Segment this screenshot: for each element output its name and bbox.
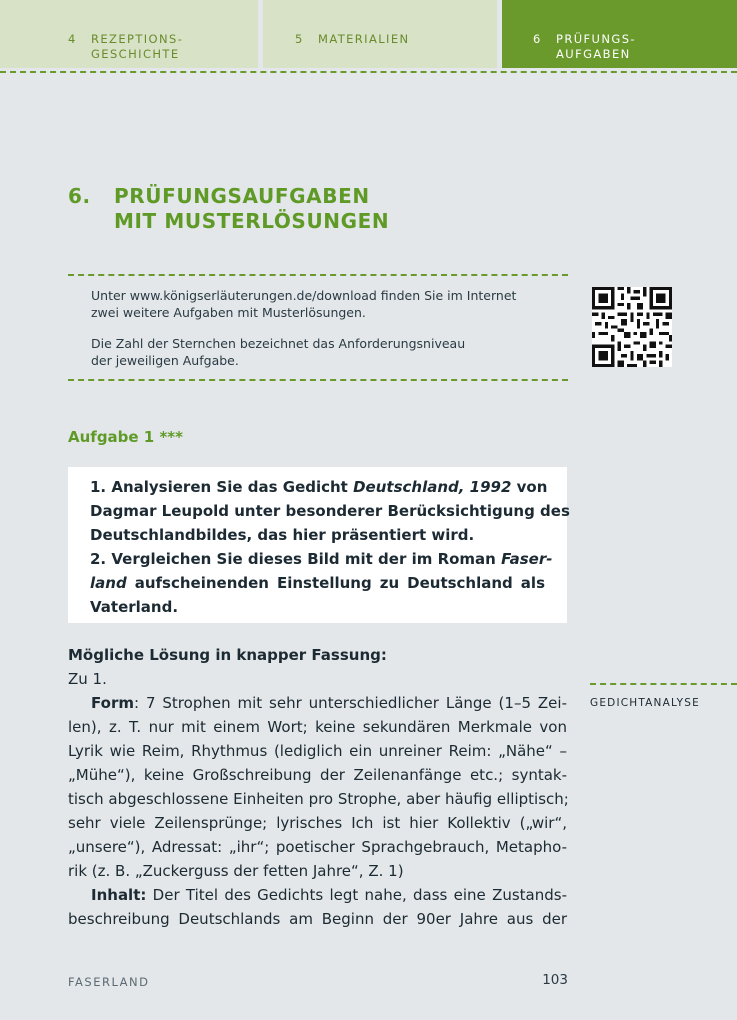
task-title: Aufgabe 1 *** <box>68 428 183 446</box>
solution-line: „Mühe“), keine Großschreibung der Zeilenanfänge etc.; syntak- <box>68 766 567 784</box>
solution-body <box>68 643 567 931</box>
chapter-number: 6. <box>68 184 91 208</box>
tab-number: 5 <box>295 32 304 46</box>
tab-number: 4 <box>68 32 77 46</box>
task-line: 2. Vergleichen Sie dieses Bild mit der im Roman Faser- <box>90 550 553 568</box>
solution-line: Lyrik wie Reim, Rhythmus (lediglich ein unreiner Reim: „Nähe“ – <box>68 742 567 760</box>
tab-materialien[interactable] <box>263 0 497 68</box>
tab-number: 6 <box>533 32 542 46</box>
solution-line: rik (z. B. „Zuckerguss der fetten Jahre“, Z. 1) <box>68 862 404 880</box>
solution-line: Inhalt: Der Titel des Gedichts legt nahe, dass eine Zustands- <box>91 886 567 904</box>
qr-code[interactable] <box>592 287 672 367</box>
solution-line: tisch abgeschlossene Einheiten pro Strophe, aber häufig elliptisch; <box>68 790 569 808</box>
chapter-title-line2: MIT MUSTERLÖSUNGEN <box>114 209 390 233</box>
info-divider-top <box>68 274 568 276</box>
solution-line: beschreibung Deutschlands am Beginn der 90er Jahre aus der <box>68 910 567 928</box>
solution-heading: Mögliche Lösung in knapper Fassung: <box>68 646 387 664</box>
solution-line: len), z. T. nur mit einem Wort; keine sekundären Merkmale von <box>68 718 567 736</box>
sidebar-label: GEDICHTANALYSE <box>590 697 700 709</box>
info-paragraph-download: Unter www.königserläuterungen.de/download finden Sie im Internet zwei weitere Aufgaben mit Musterlösungen. <box>91 288 517 320</box>
solution-line: „unsere“), Adressat: „ihr“; poetischer Sprachgebrauch, Metapho- <box>68 838 567 856</box>
chapter-title-line1: PRÜFUNGSAUFGABEN <box>114 184 370 208</box>
tab-label: MATERIALIEN <box>318 32 410 46</box>
task-line: Deutschlandbildes, das hier präsentiert wird. <box>90 526 475 544</box>
task-line: Vaterland. <box>90 598 179 616</box>
sidebar-divider <box>590 683 737 685</box>
tab-label: REZEPTIONS- GESCHICHTE <box>91 32 184 61</box>
tab-rezeptionsgeschichte[interactable] <box>0 0 258 68</box>
solution-line: Form: 7 Strophen mit sehr unterschiedlicher Länge (1–5 Zei- <box>91 694 567 712</box>
tab-pruefungsaufgaben[interactable] <box>502 0 737 68</box>
task-line: Dagmar Leupold unter besonderer Berücksichtigung des <box>90 502 570 520</box>
task-line: 1. Analysieren Sie das Gedicht Deutschland, 1992 von <box>90 478 548 496</box>
header-divider <box>0 71 737 73</box>
solution-line: sehr viele Zeilensprünge; lyrisches Ich ist hier Kollektiv („wir“, <box>68 814 567 832</box>
chapter-tabs <box>0 0 737 68</box>
task-box <box>68 467 570 623</box>
footer-book-title: FASERLAND <box>68 975 150 989</box>
task-line: land aufscheinenden Einstellung zu Deutschland als <box>90 574 545 592</box>
page-number: 103 <box>542 972 568 988</box>
info-divider-bottom <box>68 379 568 381</box>
tab-label: PRÜFUNGS- AUFGABEN <box>556 32 636 61</box>
solution-part: Zu 1. <box>68 670 107 688</box>
info-paragraph-stars: Die Zahl der Sternchen bezeichnet das Anforderungsniveau der jeweiligen Aufgabe. <box>91 336 466 368</box>
